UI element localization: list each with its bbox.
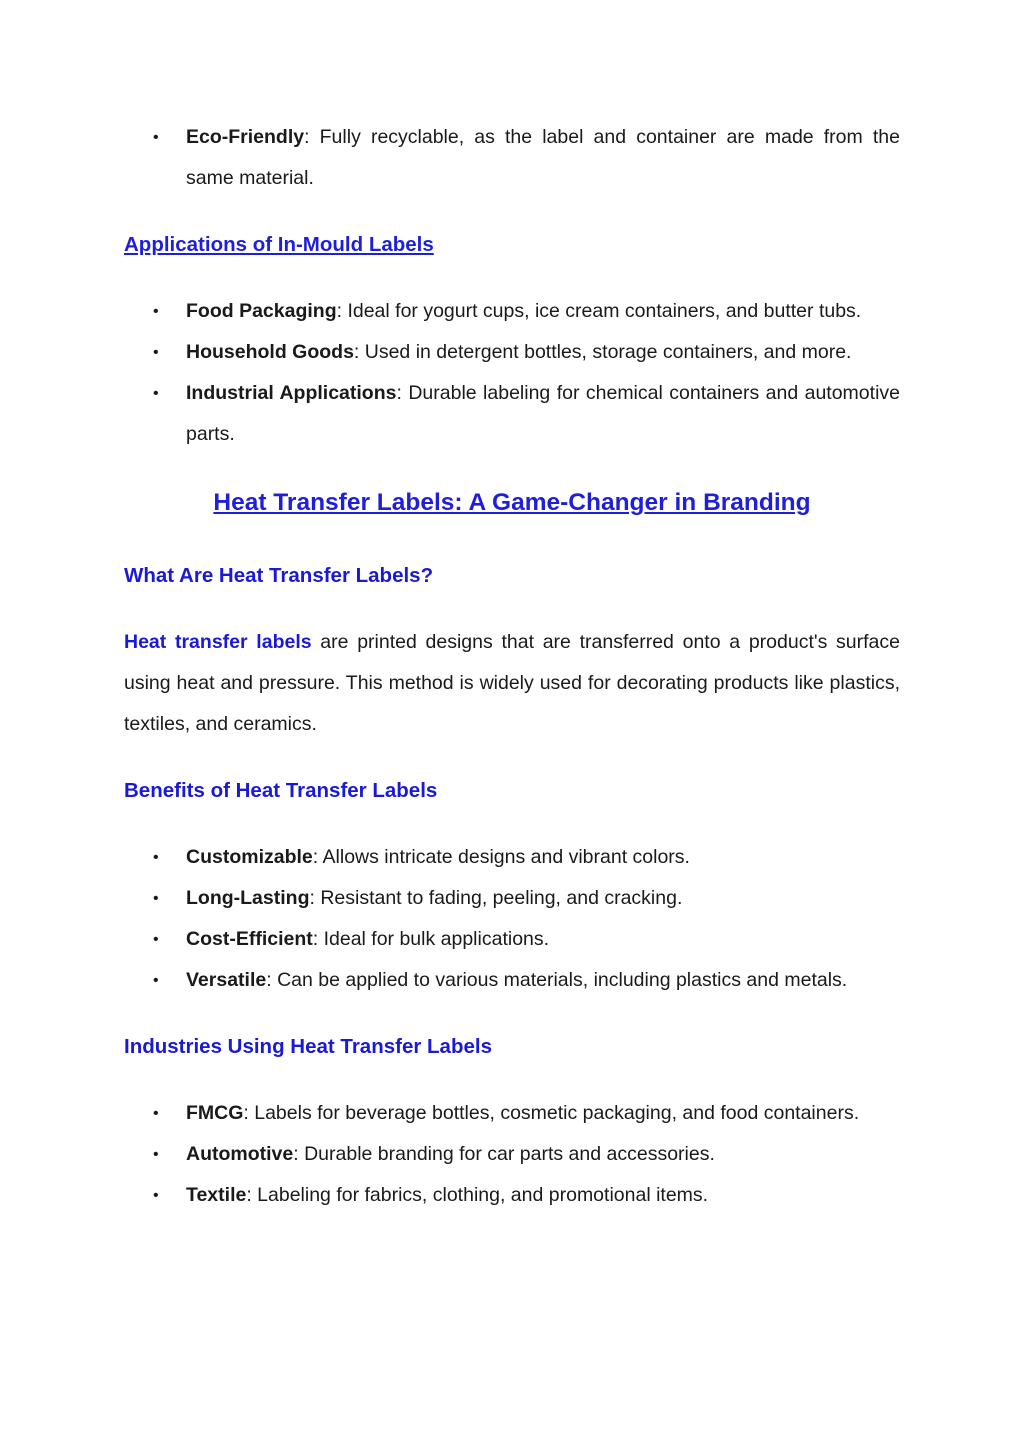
benefits-list [124, 837, 900, 1001]
list-item-desc: : Labeling for fabrics, clothing, and promotional items. [246, 1184, 709, 1206]
list-item [124, 373, 900, 455]
paragraph-body: are printed designs that are transferred onto a product's surface using heat and pressure. This method is widely used for decorating products like plastics, textiles, and ceramics. [124, 631, 900, 735]
list-item-term: Automotive [186, 1143, 294, 1165]
list-item-term: Household Goods [186, 341, 354, 363]
what-are-heading: What Are Heat Transfer Labels? [124, 564, 434, 587]
heat-transfer-labels-link[interactable]: Heat transfer labels [124, 631, 312, 653]
list-item-desc: : Labels for beverage bottles, cosmetic packaging, and food containers. [243, 1102, 860, 1124]
applications-list [124, 291, 900, 455]
list-item [124, 117, 900, 199]
eco-list [124, 117, 900, 199]
list-item-desc: : Can be applied to various materials, including plastics and metals. [266, 969, 848, 991]
list-item-term: Long-Lasting [186, 887, 310, 909]
list-item-term: FMCG [186, 1102, 244, 1124]
industries-list [124, 1093, 900, 1216]
list-item [124, 1134, 900, 1175]
applications-heading[interactable]: Applications of In-Mould Labels [124, 233, 434, 256]
bullet-icon: • [153, 385, 159, 402]
list-item [124, 291, 900, 332]
list-item [124, 878, 900, 919]
list-item-desc: : Used in detergent bottles, storage containers, and more. [353, 341, 852, 363]
list-item-desc: : Allows intricate designs and vibrant colors. [312, 846, 690, 868]
list-item [124, 1093, 900, 1134]
bullet-icon: • [153, 972, 159, 989]
list-item-term: Food Packaging [186, 300, 337, 322]
list-item-term: Cost-Efficient [186, 928, 313, 950]
bullet-icon: • [153, 849, 159, 866]
bullet-icon: • [153, 303, 159, 320]
list-item-desc: : Fully recyclable, as the label and container are made from the same material. [186, 126, 900, 189]
bullet-icon: • [153, 931, 159, 948]
list-item [124, 837, 900, 878]
list-item-desc: : Ideal for yogurt cups, ice cream containers, and butter tubs. [336, 300, 862, 322]
list-item [124, 919, 900, 960]
benefits-heading: Benefits of Heat Transfer Labels [124, 779, 438, 802]
bullet-icon: • [153, 1146, 159, 1163]
list-item [124, 332, 900, 373]
list-item-desc: : Resistant to fading, peeling, and cracking. [309, 887, 683, 909]
bullet-icon: • [153, 344, 159, 361]
list-item-term: Eco-Friendly [186, 126, 305, 148]
bullet-icon: • [153, 890, 159, 907]
what-are-paragraph [124, 622, 900, 745]
list-item-term: Versatile [186, 969, 267, 991]
bullet-icon: • [153, 129, 159, 146]
list-item-desc: : Durable branding for car parts and accessories. [293, 1143, 715, 1165]
list-item-desc: : Ideal for bulk applications. [312, 928, 550, 950]
main-heading[interactable]: Heat Transfer Labels: A Game-Changer in Branding [213, 489, 811, 516]
list-item-term: Industrial Applications [186, 382, 397, 404]
list-item-term: Textile [186, 1184, 247, 1206]
list-item [124, 960, 900, 1001]
bullet-icon: • [153, 1187, 159, 1204]
bullet-icon: • [153, 1105, 159, 1122]
list-item [124, 1175, 900, 1216]
list-item-term: Customizable [186, 846, 313, 868]
list-item-desc: : Durable labeling for chemical containers and automotive parts. [186, 382, 900, 445]
industries-heading: Industries Using Heat Transfer Labels [124, 1035, 492, 1058]
